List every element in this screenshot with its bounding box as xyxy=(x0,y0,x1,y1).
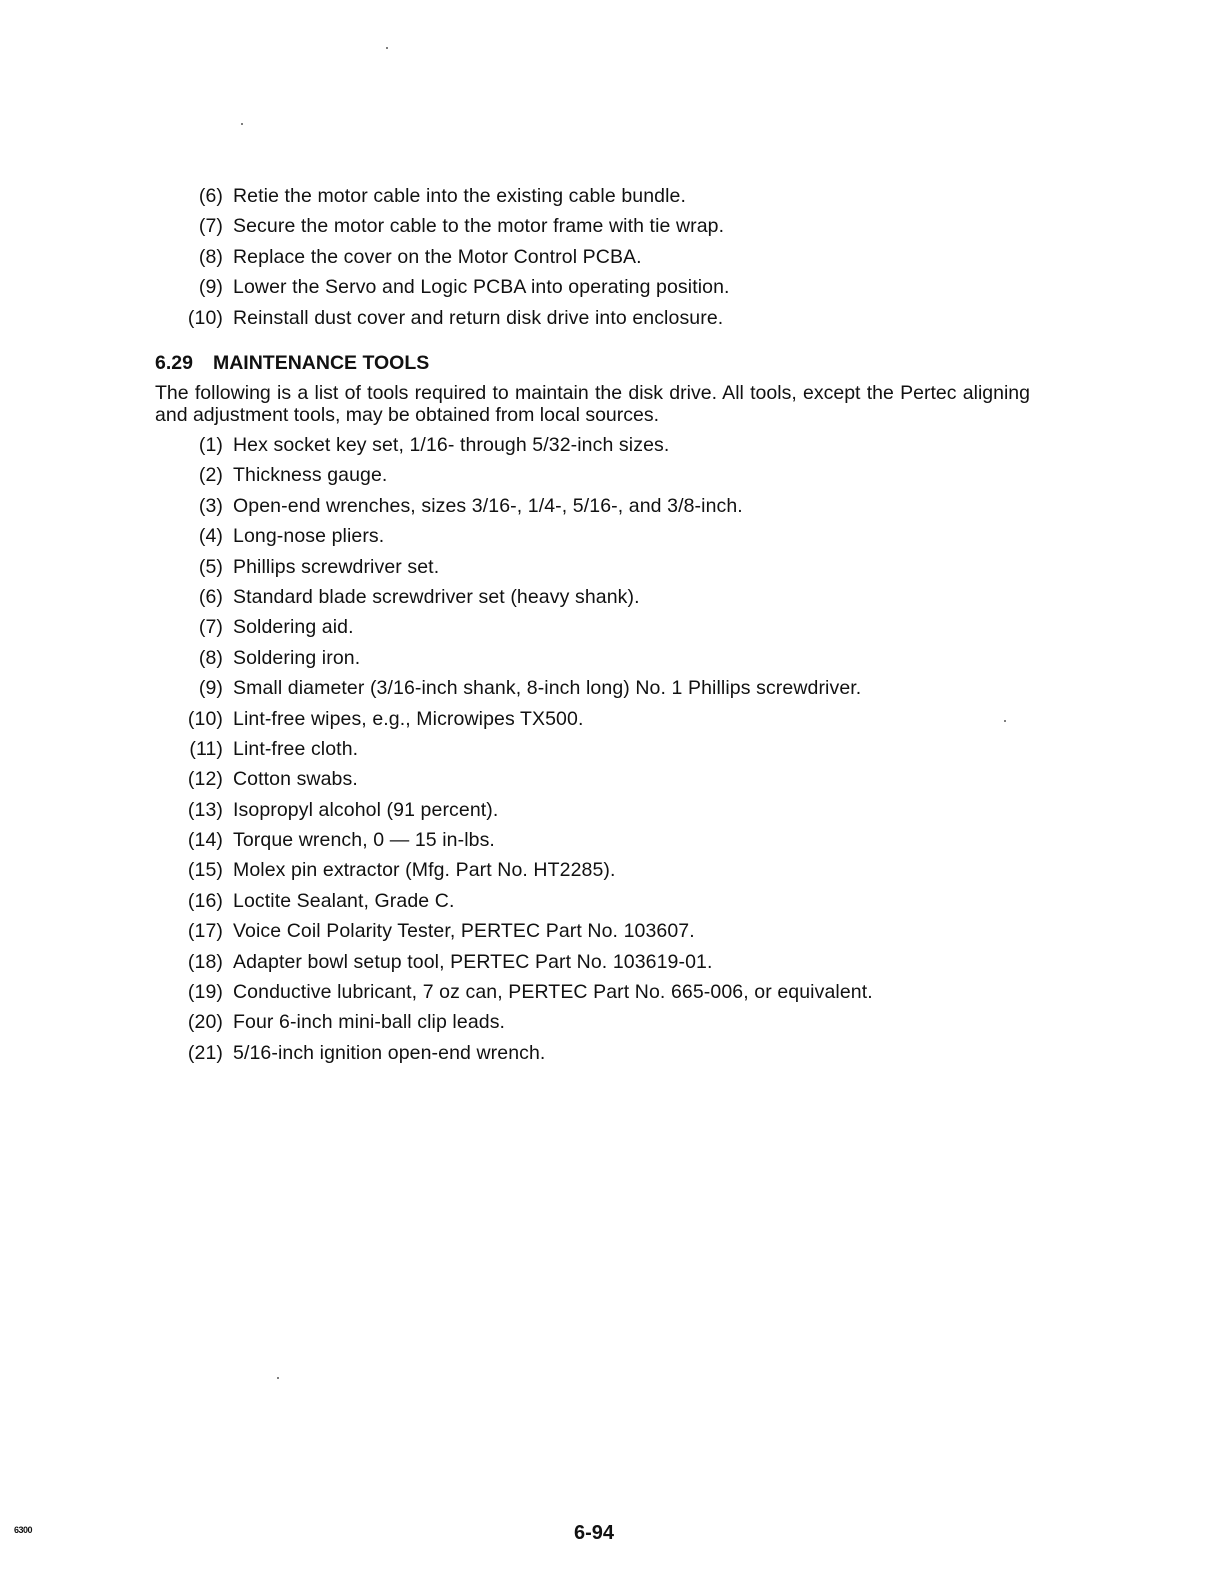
section-number: 6.29 xyxy=(155,352,193,374)
tool-item-text: Conductive lubricant, 7 oz can, PERTEC Part No. 665-006, or equivalent. xyxy=(233,981,873,1004)
tool-item-text: Cotton swabs. xyxy=(233,768,358,791)
tool-item-text: Thickness gauge. xyxy=(233,464,388,487)
tool-item-number: (21) xyxy=(187,1041,223,1064)
page-number: 6-94 xyxy=(574,1522,615,1544)
tool-item-text: Standard blade screwdriver set (heavy shank). xyxy=(233,585,640,608)
tool-item-number: (13) xyxy=(187,798,223,821)
tool-item-number: (2) xyxy=(198,464,223,487)
tool-item xyxy=(0,433,1224,463)
tool-item-text: Lint-free wipes, e.g., Microwipes TX500. xyxy=(233,707,584,730)
procedure-step xyxy=(0,214,1224,244)
tool-item xyxy=(0,1041,1224,1071)
tool-item xyxy=(0,980,1224,1010)
tool-item xyxy=(0,524,1224,554)
tool-item-text: Four 6-inch mini-ball clip leads. xyxy=(233,1011,506,1034)
tool-item xyxy=(0,646,1224,676)
tool-item-text: Isopropyl alcohol (91 percent). xyxy=(233,798,499,821)
procedure-step-number: (10) xyxy=(187,306,223,329)
tool-item-number: (19) xyxy=(187,981,223,1004)
tool-item-text: Phillips screwdriver set. xyxy=(233,555,440,578)
procedure-step xyxy=(0,245,1224,275)
tool-list xyxy=(0,433,1224,1071)
tool-item-number: (11) xyxy=(189,737,223,760)
tool-item xyxy=(0,950,1224,980)
tool-item-number: (17) xyxy=(187,920,223,943)
tool-item-text: Torque wrench, 0 — 15 in-lbs. xyxy=(233,829,495,852)
tool-item xyxy=(0,798,1224,828)
tool-item-number: (16) xyxy=(187,889,223,912)
procedure-step-number: (9) xyxy=(198,276,223,299)
tool-item-text: Soldering iron. xyxy=(233,646,361,669)
tool-item-text: Hex socket key set, 1/16- through 5/32-inch sizes. xyxy=(233,434,670,456)
scan-speck xyxy=(386,47,388,49)
tool-item xyxy=(0,555,1224,585)
scan-speck xyxy=(277,1377,279,1379)
tool-item-number: (14) xyxy=(187,829,223,852)
tool-item-number: (18) xyxy=(187,950,223,973)
scan-speck xyxy=(1004,720,1006,722)
procedure-step-text: Replace the cover on the Motor Control PCBA. xyxy=(233,245,642,268)
section-intro-paragraph: The following is a list of tools required to maintain the disk drive. All tools, except the Pertec aligning and adjustment tools, may be obtained from local sources. xyxy=(155,382,1030,426)
procedure-step-list xyxy=(0,184,1224,336)
tool-item-number: (12) xyxy=(187,768,223,791)
tool-item-number: (9) xyxy=(198,677,223,700)
tool-item-number: (3) xyxy=(198,494,223,517)
tool-item-text: 5/16-inch ignition open-end wrench. xyxy=(233,1041,546,1064)
section-title: MAINTENANCE TOOLS xyxy=(212,352,430,374)
tool-item xyxy=(0,919,1224,949)
procedure-step xyxy=(0,184,1224,214)
tool-item-number: (1) xyxy=(198,434,223,456)
tool-item xyxy=(0,889,1224,919)
tool-item-number: (8) xyxy=(198,646,223,669)
tool-item xyxy=(0,615,1224,645)
tool-item-text: Lint-free cloth. xyxy=(233,737,359,760)
tool-item xyxy=(0,767,1224,797)
tool-item-number: (7) xyxy=(198,616,223,639)
tool-item-number: (4) xyxy=(198,525,223,548)
tool-item-text: Open-end wrenches, sizes 3/16-, 1/4-, 5/16-, and 3/8-inch. xyxy=(233,494,743,517)
tool-item-text: Molex pin extractor (Mfg. Part No. HT2285). xyxy=(233,859,616,882)
tool-item-text: Small diameter (3/16-inch shank, 8-inch long) No. 1 Phillips screwdriver. xyxy=(233,677,862,700)
section-heading xyxy=(155,351,429,375)
tool-item-number: (20) xyxy=(187,1011,223,1034)
tool-item xyxy=(0,737,1224,767)
scan-speck xyxy=(241,123,243,125)
procedure-step-number: (7) xyxy=(198,215,223,238)
procedure-step xyxy=(0,275,1224,305)
procedure-step-number: (8) xyxy=(198,245,223,268)
tool-item xyxy=(0,463,1224,493)
tool-item-text: Adapter bowl setup tool, PERTEC Part No. 103619-01. xyxy=(233,950,713,973)
tool-item xyxy=(0,828,1224,858)
procedure-step-text: Retie the motor cable into the existing cable bundle. xyxy=(233,185,686,207)
tool-item-number: (15) xyxy=(187,859,223,882)
document-code: 6300 xyxy=(14,1525,33,1535)
tool-item-number: (5) xyxy=(198,555,223,578)
tool-item-number: (6) xyxy=(198,585,223,608)
tool-item-text: Long-nose pliers. xyxy=(233,525,385,548)
tool-item xyxy=(0,707,1224,737)
procedure-step-number: (6) xyxy=(198,185,223,207)
tool-item xyxy=(0,494,1224,524)
tool-item-number: (10) xyxy=(187,707,223,730)
procedure-step-text: Secure the motor cable to the motor frame with tie wrap. xyxy=(233,215,725,238)
procedure-step-text: Reinstall dust cover and return disk drive into enclosure. xyxy=(233,306,724,329)
tool-item-text: Soldering aid. xyxy=(233,616,354,639)
tool-item xyxy=(0,858,1224,888)
tool-item-text: Voice Coil Polarity Tester, PERTEC Part No. 103607. xyxy=(233,920,695,943)
tool-item-text: Loctite Sealant, Grade C. xyxy=(233,889,455,912)
tool-item xyxy=(0,1010,1224,1040)
procedure-step xyxy=(0,306,1224,336)
tool-item xyxy=(0,585,1224,615)
tool-item xyxy=(0,676,1224,706)
procedure-step-text: Lower the Servo and Logic PCBA into operating position. xyxy=(233,276,730,299)
